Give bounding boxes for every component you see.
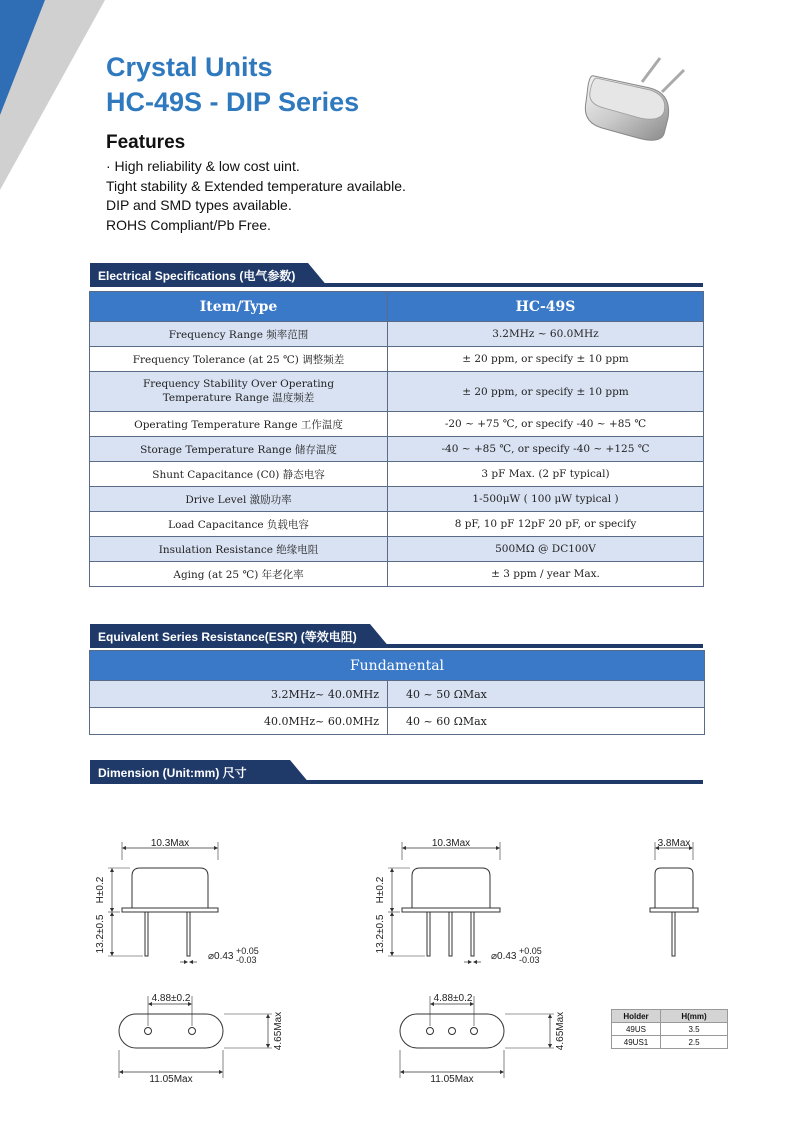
- esr-header: Fundamental: [90, 651, 705, 681]
- page-title: [106, 50, 359, 120]
- col-header-type: HC-49S: [388, 292, 704, 322]
- features-heading: Features: [106, 132, 186, 153]
- height-label: H±0.2: [375, 876, 386, 904]
- table-row: [90, 437, 704, 462]
- corner-decoration: [0, 0, 110, 200]
- lead-diameter-label: ⌀0.43: [208, 951, 234, 962]
- holder-col-header: Holder: [612, 1010, 661, 1023]
- length-label: 11.05Max: [149, 1074, 193, 1085]
- table-row: [90, 708, 705, 735]
- side-width-label: 3.8Max: [657, 838, 691, 849]
- tolerance-plus: +0.05: [236, 946, 259, 956]
- bottom-view-3pin: [400, 996, 554, 1078]
- body-height-label: 4.65Max: [273, 1011, 284, 1051]
- table-row: [90, 681, 705, 708]
- features-list: [106, 157, 406, 235]
- holder-table: [611, 1009, 728, 1049]
- feature-item: · High reliability & low cost uint.: [106, 158, 300, 174]
- electrical-spec-table: [89, 291, 704, 587]
- spec-item: Shunt Capacitance (C0) 静态电容: [90, 462, 388, 487]
- spec-item: Frequency Stability Over Operating Temperature Range 温度频差: [90, 372, 388, 412]
- tolerance-plus: +0.05: [519, 946, 542, 956]
- esr-section-bar: [90, 624, 703, 648]
- table-row: [90, 372, 704, 412]
- tolerance-minus: -0.03: [519, 955, 540, 965]
- table-row: [90, 322, 704, 347]
- electrical-section-title: Electrical Specifications (电气参数): [98, 269, 296, 283]
- spec-item: Load Capacitance 负载电容: [90, 512, 388, 537]
- side-view: [650, 842, 698, 956]
- esr-section-title: Equivalent Series Resistance(ESR) (等效电阻): [98, 630, 357, 644]
- esr-value: 40 ~ 60 ΩMax: [388, 708, 705, 735]
- dimension-drawing: [0, 820, 790, 1090]
- esr-range: 3.2MHz~ 40.0MHz: [90, 681, 388, 708]
- spec-value: 3.2MHz ~ 60.0MHz: [388, 322, 704, 347]
- spec-item: Aging (at 25 ℃) 年老化率: [90, 562, 388, 587]
- holder-cell: 49US: [612, 1023, 661, 1036]
- length-label: 11.05Max: [430, 1074, 474, 1085]
- col-header-item: Item/Type: [90, 292, 388, 322]
- electrical-section-bar: [90, 263, 703, 287]
- table-row: [90, 347, 704, 372]
- bottom-view-2pin: [119, 996, 272, 1078]
- title-line-1: Crystal Units: [106, 52, 273, 82]
- lead-length-label: 13.2±0.5: [95, 914, 106, 954]
- dimension-section-bar: [90, 760, 703, 784]
- table-row: [90, 487, 704, 512]
- holder-cell: 2.5: [661, 1036, 728, 1049]
- esr-table: [89, 650, 705, 735]
- width-label: 10.3Max: [150, 838, 190, 849]
- spec-value: ± 3 ppm / year Max.: [388, 562, 704, 587]
- spec-value: -20 ~ +75 ℃, or specify -40 ~ +85 ℃: [388, 412, 704, 437]
- esr-range: 40.0MHz~ 60.0MHz: [90, 708, 388, 735]
- holder-cell: 3.5: [661, 1023, 728, 1036]
- spec-value: 8 pF, 10 pF 12pF 20 pF, or specify: [388, 512, 704, 537]
- spec-value: 3 pF Max. (2 pF typical): [388, 462, 704, 487]
- feature-item: Tight stability & Extended temperature available.: [106, 177, 406, 194]
- table-row: [90, 462, 704, 487]
- width-label: 10.3Max: [431, 838, 471, 849]
- spec-value: 500MΩ @ DC100V: [388, 537, 704, 562]
- spec-value: ± 20 ppm, or specify ± 10 ppm: [388, 347, 704, 372]
- table-row: [90, 562, 704, 587]
- spec-item: Frequency Tolerance (at 25 ℃) 调整频差: [90, 347, 388, 372]
- spec-value: 1-500μW ( 100 μW typical ): [388, 487, 704, 512]
- spec-value: -40 ~ +85 ℃, or specify -40 ~ +125 ℃: [388, 437, 704, 462]
- dimension-section-title: Dimension (Unit:mm) 尺寸: [98, 766, 247, 780]
- body-height-label: 4.65Max: [555, 1011, 566, 1051]
- spec-item: Storage Temperature Range 储存温度: [90, 437, 388, 462]
- table-row: [90, 512, 704, 537]
- table-row: [90, 537, 704, 562]
- crystal-product-image: [580, 52, 695, 144]
- height-label: H±0.2: [95, 876, 106, 904]
- spec-item: Frequency Range 频率范围: [90, 322, 388, 347]
- spec-value: ± 20 ppm, or specify ± 10 ppm: [388, 372, 704, 412]
- front-view-2pin: [108, 842, 218, 962]
- title-line-2: HC-49S - DIP Series: [106, 87, 360, 117]
- front-view-3pin: [388, 842, 500, 962]
- lead-diameter-label: ⌀0.43: [491, 951, 517, 962]
- lead-length-label: 13.2±0.5: [375, 914, 386, 954]
- holder-cell: 49US1: [612, 1036, 661, 1049]
- esr-value: 40 ~ 50 ΩMax: [388, 681, 705, 708]
- spec-item: Operating Temperature Range 工作温度: [90, 412, 388, 437]
- pitch-label: 4.88±0.2: [433, 993, 473, 1004]
- spec-item: Insulation Resistance 绝缘电阻: [90, 537, 388, 562]
- holder-col-header: H(mm): [661, 1010, 728, 1023]
- feature-item: DIP and SMD types available.: [106, 197, 292, 213]
- tolerance-minus: -0.03: [236, 955, 257, 965]
- spec-item: Drive Level 激励功率: [90, 487, 388, 512]
- pitch-label: 4.88±0.2: [151, 993, 191, 1004]
- feature-item: ROHS Compliant/Pb Free.: [106, 216, 271, 233]
- table-row: [90, 412, 704, 437]
